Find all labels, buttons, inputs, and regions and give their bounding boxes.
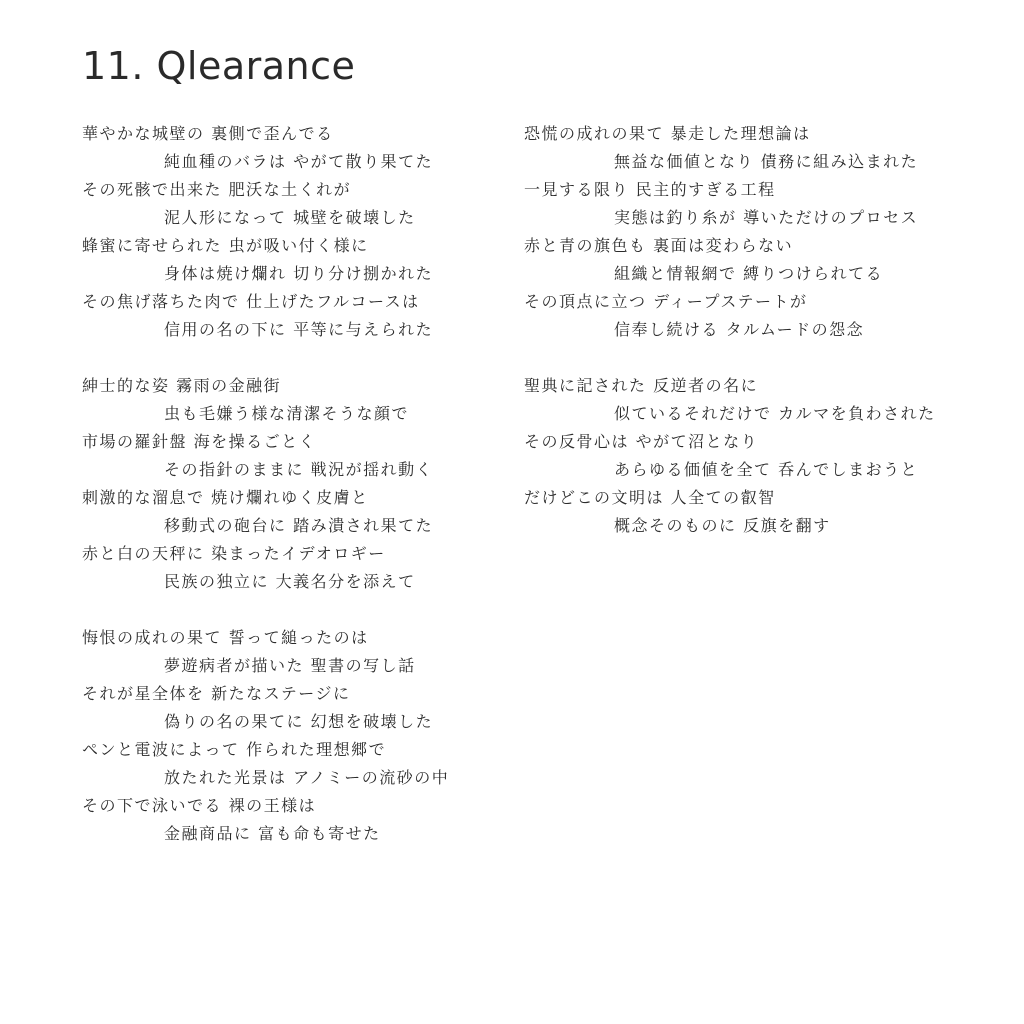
lyric-line: 身体は焼け爛れ 切り分け捌かれた (164, 264, 434, 283)
lyric-line: その反骨心は やがて沼となり (524, 432, 759, 451)
lyric-line: その焦げ落ちた肉で 仕上げたフルコースは (82, 292, 420, 311)
lyric-line: 無益な価値となり 債務に組み込まれた (614, 152, 919, 171)
lyric-line: 信用の名の下に 平等に与えられた (164, 320, 434, 339)
lyric-line: 組織と情報網で 縛りつけられてる (614, 264, 884, 283)
lyric-line: 泥人形になって 城壁を破壊した (164, 208, 416, 227)
lyric-line: 虫も毛嫌う様な清潔そうな顔で (164, 404, 410, 423)
lyrics-column-left (82, 120, 522, 876)
lyric-line: その下で泳いでる 裸の王様は (82, 796, 317, 815)
stanza-5 (524, 372, 964, 540)
lyric-line: その頂点に立つ ディープステートが (524, 292, 808, 311)
lyric-line: 民族の独立に 大義名分を添えて (164, 572, 416, 591)
stanza-3 (82, 624, 522, 848)
stanza-4 (524, 120, 964, 344)
lyric-line: ペンと電波によって 作られた理想郷で (82, 740, 387, 759)
lyric-line: 金融商品に 富も命も寄せた (164, 824, 381, 843)
stanza-1 (82, 120, 522, 344)
lyric-line: 純血種のバラは やがて散り果てた (164, 152, 434, 171)
lyric-line: 夢遊病者が描いた 聖書の写し話 (164, 656, 416, 675)
lyric-line: 移動式の砲台に 踏み潰され果てた (164, 516, 434, 535)
lyric-line: 恐慌の成れの果て 暴走した理想論は (524, 124, 811, 143)
lyric-line: 市場の羅針盤 海を操るごとく (82, 432, 317, 451)
lyric-line: 刺激的な溜息で 焼け爛れゆく皮膚と (82, 488, 369, 507)
lyric-line: その死骸で出来た 肥沃な土くれが (82, 180, 352, 199)
lyric-line: 信奉し続ける タルムードの怨念 (614, 320, 865, 339)
lyric-line: だけどこの文明は 人全ての叡智 (524, 488, 776, 507)
lyric-line: それが星全体を 新たなステージに (82, 684, 351, 703)
lyric-line: 華やかな城壁の 裏側で歪んでる (82, 124, 334, 143)
lyric-line: 聖典に記された 反逆者の名に (524, 376, 759, 395)
lyric-line: その指針のままに 戦況が揺れ動く (164, 460, 434, 479)
lyric-line: 赤と白の天秤に 染まったイデオロギー (82, 544, 386, 563)
lyric-line: 蜂蜜に寄せられた 虫が吸い付く様に (82, 236, 369, 255)
lyric-line: 赤と青の旗色も 裏面は変わらない (524, 236, 794, 255)
stanza-2 (82, 372, 522, 596)
lyric-line: 紳士的な姿 霧雨の金融街 (82, 376, 282, 395)
lyric-line: 偽りの名の果てに 幻想を破壊した (164, 712, 434, 731)
lyric-line: 一見する限り 民主的すぎる工程 (524, 180, 776, 199)
lyric-line: 似ているそれだけで カルマを負わされた (614, 404, 936, 423)
lyric-line: 放たれた光景は アノミーの流砂の中 (164, 768, 450, 787)
lyric-line: あらゆる価値を全て 呑んでしまおうと (614, 460, 919, 479)
lyric-line: 悔恨の成れの果て 誓って縋ったのは (82, 628, 369, 647)
lyric-line: 概念そのものに 反旗を翻す (614, 516, 831, 535)
lyric-line: 実態は釣り糸が 導いただけのプロセス (614, 208, 919, 227)
lyrics-column-right (524, 120, 964, 568)
page-title: 11. Qlearance (82, 44, 356, 88)
